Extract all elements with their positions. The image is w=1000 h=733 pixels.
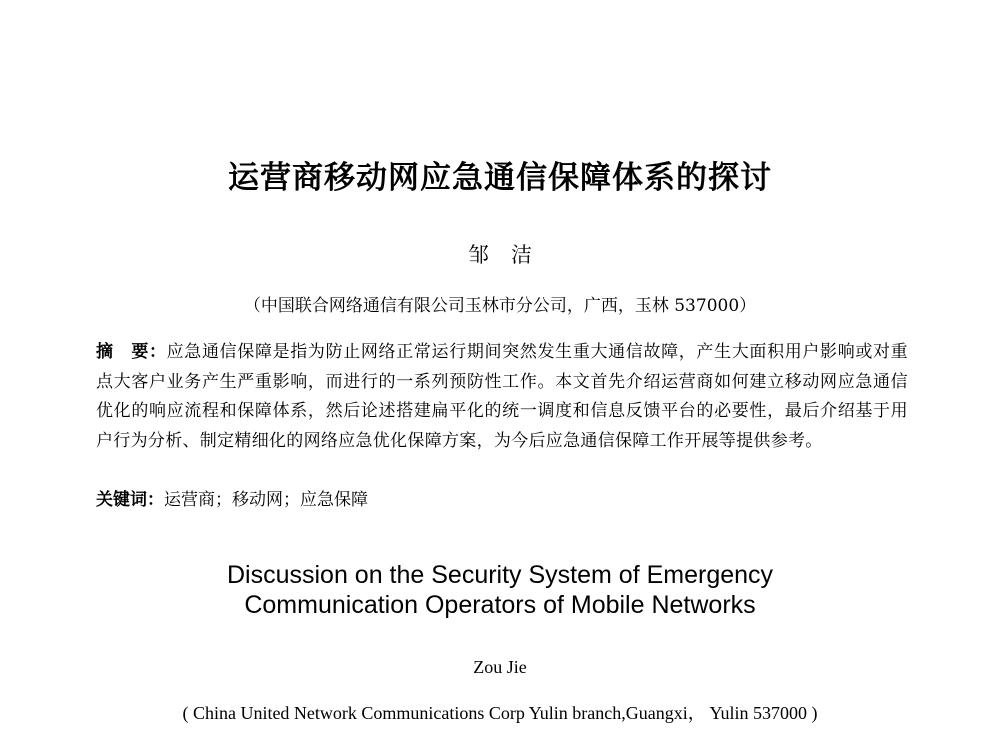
chinese-author: 邹洁 <box>468 243 554 267</box>
english-title <box>0 560 1000 620</box>
english-title-line-2: Communication Operators of Mobile Networks <box>244 591 756 619</box>
abstract-label: 摘 要： <box>96 342 167 362</box>
chinese-abstract <box>96 338 908 456</box>
english-affiliation: ( China United Network Communications Corp Yulin branch,Guangxi， Yulin 537000 ) <box>182 703 818 723</box>
english-author: Zou Jie <box>473 657 527 677</box>
abstract-text: 应急通信保障是指为防止网络正常运行期间突然发生重大通信故障，产生大面积用户影响或对重点大客户业务产生严重影响，而进行的一系列预防性工作。本文首先介绍运营商如何建立移动网应急通信优化的响应流程和保障体系，然后论述搭建扁平化的统一调度和信息反馈平台的必要性，最后介绍基于用户行为分析、制定精细化的网络应急优化保障方案，为今后应急通信保障工作开展等提供参考。 <box>96 342 908 451</box>
english-title-line-1: Discussion on the Security System of Emergency <box>226 561 774 589</box>
chinese-keywords <box>96 486 908 515</box>
chinese-affiliation: （中国联合网络通信有限公司玉林市分公司，广西，玉林 537000） <box>243 296 757 316</box>
chinese-title: 运营商移动网应急通信保障体系的探讨 <box>228 160 772 196</box>
keywords-text: 运营商；移动网；应急保障 <box>164 490 368 510</box>
keywords-label: 关键词： <box>96 490 164 510</box>
